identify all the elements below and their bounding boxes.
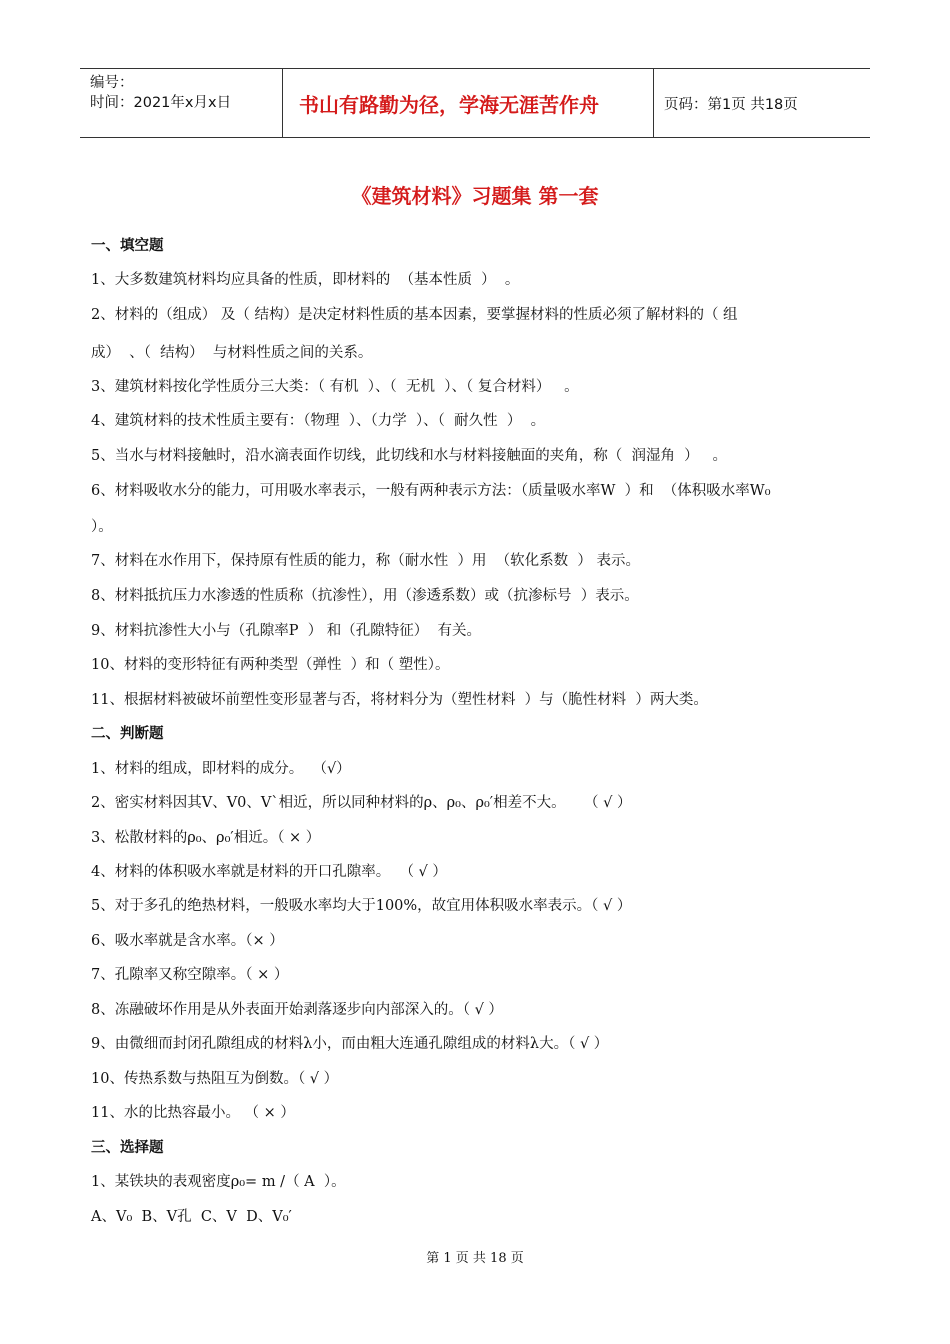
text-line: 5、当水与材料接触时，沿水滴表面作切线，此切线和水与材料接触面的夹角，称（ 润湿角 ） 。 xyxy=(91,448,727,464)
document-title: 《建筑材料》习题集 第一套 xyxy=(351,184,599,208)
text-line: 11、根据材料被破坏前塑性变形显著与否，将材料分为（塑性材料 ）与（脆性材料 ）两大类。 xyxy=(91,692,708,708)
text-line: 3、建筑材料按化学性质分三大类：（ 有机 ）、（ 无机 ）、（ 复合材料） 。 xyxy=(91,379,579,395)
text-line: 7、材料在水作用下，保持原有性质的能力，称（耐水性 ）用 （软化系数 ） 表示。 xyxy=(91,553,640,569)
text-line: 1、大多数建筑材料均应具备的性质，即材料的 （基本性质 ） 。 xyxy=(91,272,520,288)
header-meta-cell xyxy=(80,69,282,137)
text-line: 1、某铁块的表观密度ρ₀= m /（ A ）。 xyxy=(91,1174,346,1190)
text-line: 4、建筑材料的技术性质主要有：（物理 ）、（力学 ）、（ 耐久性 ） 。 xyxy=(91,413,546,429)
section-heading: 二、判断题 xyxy=(91,726,164,742)
time-label: 时间：2021年x月x日 xyxy=(90,95,232,111)
text-line: 成） 、（ 结构） 与材料性质之间的关系。 xyxy=(91,345,373,361)
text-line: 10、传热系数与热阻互为倒数。（ √ ） xyxy=(91,1071,339,1087)
text-line: 8、冻融破坏作用是从外表面开始剥落逐步向内部深入的。（ √ ） xyxy=(91,1002,503,1018)
text-line: 10、材料的变形特征有两种类型（弹性 ）和（ 塑性）。 xyxy=(91,657,450,673)
text-line: 3、松散材料的ρ₀、ρ₀′相近。（ × ） xyxy=(91,830,321,846)
text-line: 5、对于多孔的绝热材料，一般吸水率均大于100%，故宜用体积吸水率表示。（ √ ） xyxy=(91,898,632,914)
text-line: 2、材料的（组成） 及（ 结构）是决定材料性质的基本因素，要掌握材料的性质必须了解材料的（ 组 xyxy=(91,307,738,323)
text-line: 11、水的比热容最小。 （ × ） xyxy=(91,1105,295,1121)
page-footer: 第 1 页 共 18 页 xyxy=(426,1251,524,1266)
number-label: 编号： xyxy=(90,75,134,91)
text-line: 4、材料的体积吸水率就是材料的开口孔隙率。 （ √ ） xyxy=(91,864,447,880)
text-line: 6、材料吸收水分的能力，可用吸水率表示，一般有两种表示方法：（质量吸水率W ）和 （体积吸水率W₀ xyxy=(91,483,771,499)
text-line: 9、材料抗渗性大小与（孔隙率P ） 和（孔隙特征） 有关。 xyxy=(91,623,482,639)
page-info: 页码：第1页 共18页 xyxy=(664,96,798,113)
section-heading: 三、选择题 xyxy=(91,1140,164,1156)
text-line: 1、材料的组成，即材料的成分。 （√） xyxy=(91,761,351,777)
text-line: ）。 xyxy=(91,519,113,535)
section-heading: 一、填空题 xyxy=(91,238,164,254)
text-line: 8、材料抵抗压力水渗透的性质称（抗渗性），用（渗透系数）或（抗渗标号 ）表示。 xyxy=(91,588,639,604)
motto: 书山有路勤为径，学海无涯苦作舟 xyxy=(282,69,654,137)
text-line: 6、吸水率就是含水率。（× ） xyxy=(91,933,284,949)
page-header xyxy=(80,68,870,138)
text-line: A、V₀ B、V孔 C、V D、V₀′ xyxy=(91,1209,292,1225)
text-line: 2、密实材料因其V、V0、V`相近，所以同种材料的ρ、ρ₀、ρ₀′相差不大。 （ √ ） xyxy=(91,795,632,811)
text-line: 7、孔隙率又称空隙率。（ × ） xyxy=(91,967,289,983)
text-line: 9、由微细而封闭孔隙组成的材料λ小，而由粗大连通孔隙组成的材料λ大。（ √ ） xyxy=(91,1036,609,1052)
